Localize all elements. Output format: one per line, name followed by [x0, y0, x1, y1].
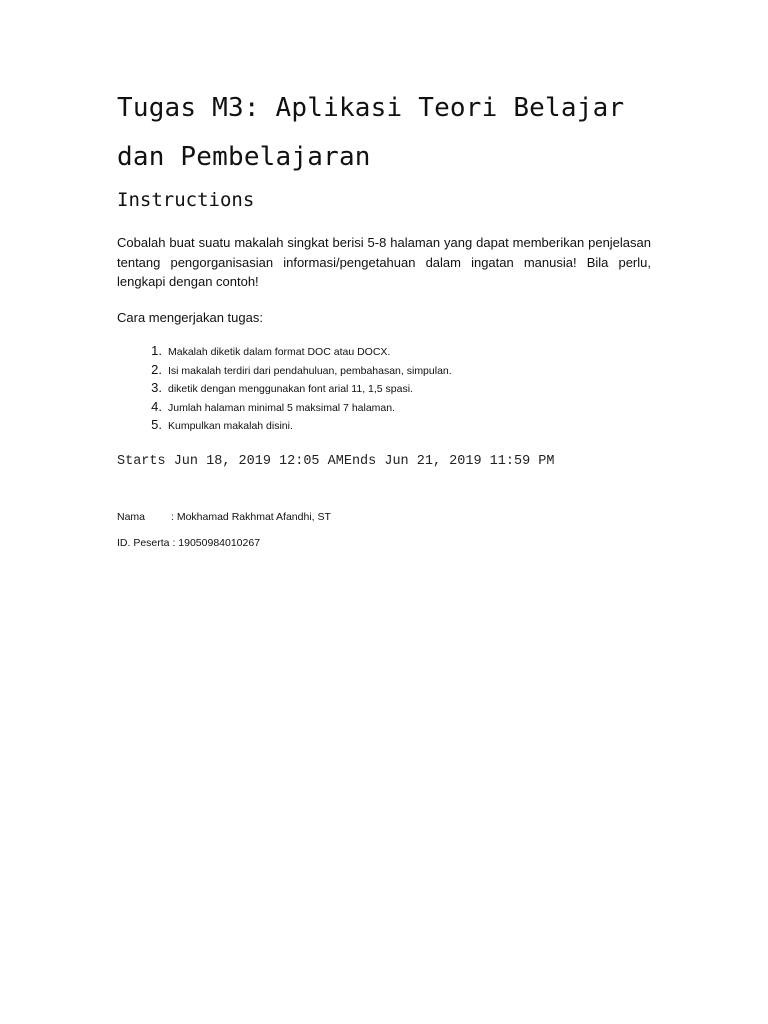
participant-id-row	[117, 536, 260, 550]
list-item	[117, 380, 637, 399]
list-item	[117, 399, 637, 418]
name-label: Nama	[117, 511, 146, 523]
list-item	[117, 417, 637, 436]
steps-list	[117, 343, 637, 436]
step-number: 4.	[151, 398, 162, 414]
step-text: Jumlah halaman minimal 5 maksimal 7 halaman.	[168, 401, 396, 414]
name-value: : Mokhamad Rakhmat Afandhi, ST	[171, 511, 331, 523]
step-number: 2.	[151, 361, 162, 377]
id-label: ID. Peserta	[117, 537, 170, 549]
document-title: Tugas M3: Aplikasi Teori Belajar dan Pembelajaran	[117, 93, 625, 172]
steps-label: Cara mengerjakan tugas:	[117, 310, 263, 325]
id-value: : 19050984010267	[172, 537, 261, 549]
step-text: Isi makalah terdiri dari pendahuluan, pembahasan, simpulan.	[168, 364, 452, 377]
step-text: Makalah diketik dalam format DOC atau DOCX.	[168, 346, 391, 358]
participant-name-row	[117, 510, 331, 524]
instructions-heading: Instructions	[117, 189, 255, 211]
list-item	[117, 362, 637, 381]
assignment-dates: Starts Jun 18, 2019 12:05 AMEnds Jun 21, 2019 11:59 PM	[117, 454, 555, 469]
step-number: 3.	[151, 380, 162, 396]
step-number: 5.	[151, 417, 162, 433]
step-number: 1.	[151, 343, 162, 358]
step-text: Kumpulkan makalah disini.	[168, 420, 293, 433]
list-item	[117, 343, 637, 362]
step-text: diketik dengan menggunakan font arial 11, 1,5 spasi.	[168, 383, 413, 396]
assignment-description: Cobalah buat suatu makalah singkat berisi 5-8 halaman yang dapat memberikan penjelasan tentang pengorganisasian informasi/pengetahuan dalam ingatan manusia! Bila perlu, lengkapi dengan contoh!	[117, 235, 651, 289]
